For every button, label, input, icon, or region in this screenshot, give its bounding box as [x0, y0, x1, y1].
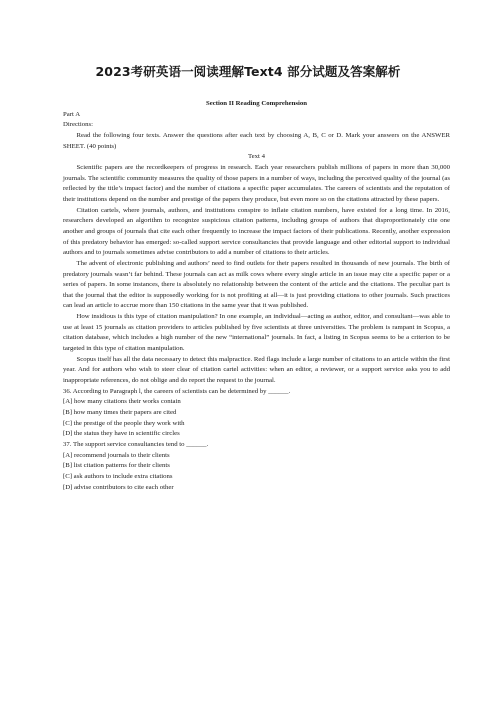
- paragraph: The advent of electronic publishing and authors’ need to find outlets for their papers resulted in thousands of new journals. The birth of predatory journals wasn’t far behind. These journals can act as milk cows where every single article in an issue may cite a specific paper or a series of papers. In some instances, there is absolutely no relationship between the content of the article and the citations. The peculiar part is that the journal that the editor is supposedly working for is not profiting at all—it is just providing citations to other journals. Such practices can lead an article to accrue more than 150 citations in the same year that it was published.: [63, 259, 450, 310]
- question-stem: 36. According to Paragraph l, the careers of scientists can be determined by ______.: [63, 387, 291, 395]
- answer-option: [C] ask authors to include extra citations: [63, 472, 173, 480]
- paragraph: Scientific papers are the recordkeepers of progress in research. Each year researchers publish millions of papers in more than 30,000 journals. The scientific community measures the quality of those papers in a number of ways, including the perceived quality of the journal (as reflected by the title’s impact factor) and the number of citations a specific paper accumulates. The careers of scientists and the reputation of their institutions depend on the number and prestige of the papers they produce, but even more so on the citations attracted by these papers.: [63, 163, 450, 203]
- answer-option: [D] the status they have in scientific circles: [63, 430, 180, 438]
- question-stem: 37. The support service consultancies tend to ______.: [63, 441, 209, 448]
- answer-option: [B] list citation patterns for their clients: [63, 462, 170, 470]
- directions-text: Read the following four texts. Answer the questions after each text by choosing A, B, C or D. Mark your answers on the ANSWER SHEET. (40 points): [63, 131, 450, 150]
- directions-label: Directions:: [63, 121, 93, 129]
- answer-option: [D] advise contributors to cite each other: [63, 483, 174, 491]
- answer-option: [C] the prestige of the people they work with: [63, 419, 185, 427]
- paragraph: How insidious is this type of citation manipulation? In one example, an individual—acting as author, editor, and consultant—was able to use at least 15 journals as citation providers to articles published by five scientists at three universities. The problem is rampant in Scopus, a citation database, which includes a high number of the new “international” journals. In fact, a listing in Scopus seems to be a criterion to be targeted in this type of citation manipulation.: [63, 313, 450, 353]
- part-label: Part A: [63, 110, 81, 118]
- text-label: Text 4: [248, 153, 265, 161]
- document-body: [63, 99, 450, 493]
- answer-option: [A] recommend journals to their clients: [63, 451, 170, 459]
- section-title: Section II Reading Comprehension: [206, 100, 307, 107]
- paragraph: Scopus itself has all the data necessary to detect this malpractice. Red flags include a large number of citations to an article within the first year. And for authors who wish to steer clear of citation cartel activities: when an editor, a reviewer, or a support service asks you to add inappropriate references, do not oblige and do report the request to the journal.: [63, 355, 450, 385]
- page-title: 2023考研英语一阅读理解Text4 部分试题及答案解析: [95, 64, 401, 79]
- answer-option: [A] how many citations their works contain: [63, 398, 181, 406]
- paragraph: Citation cartels, where journals, authors, and institutions conspire to inflate citation numbers, have existed for a long time. In 2016, researchers developed an algorithm to recognize suspicious citation patterns, including groups of authors that disproportionately cite one another and groups of journals that cite each other frequently to increase the impact factors of their publications. Recently, another expression of this predatory behavior has emerged: so-called support service consultancies that provide language and other editorial support to individual authors and to journals sometimes advise contributors to add a number of citations to their articles.: [63, 206, 450, 257]
- answer-option: [B] how many times their papers are cited: [63, 409, 177, 417]
